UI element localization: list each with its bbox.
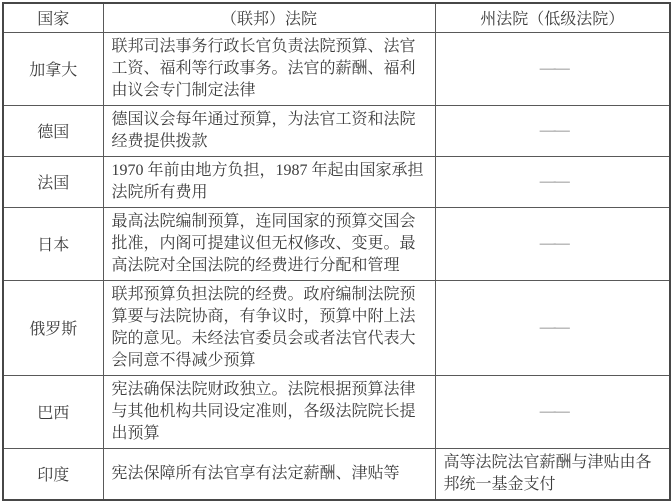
country-cell: 巴西 [3, 375, 103, 448]
table-row-france [3, 156, 670, 207]
federal-court-cell: 宪法保障所有法官享有法定薪酬、津贴等 [103, 448, 435, 500]
table-row-germany [3, 105, 670, 156]
court-funding-table [2, 2, 671, 501]
federal-court-cell: 宪法确保法院财政独立。法院根据预算法律与其他机构共同设定准则，各级法院院长提出预算 [103, 375, 435, 448]
country-cell: 德国 [3, 105, 103, 156]
state-court-cell: —— [435, 105, 670, 156]
table-row-india [3, 448, 670, 500]
country-cell: 法国 [3, 156, 103, 207]
federal-court-cell: 联邦司法事务行政长官负责法院预算、法官工资、福利等行政事务。法官的薪酬、福利由议会专门制定法律 [103, 32, 435, 105]
state-court-cell: —— [435, 207, 670, 280]
country-cell: 俄罗斯 [3, 280, 103, 375]
federal-court-cell: 联邦预算负担法院的经费。政府编制法院预算要与法院协商，有争议时，预算中附上法院的意见。未经法官委员会或者法官代表大会同意不得减少预算 [103, 280, 435, 375]
header-state-court: 州法院（低级法院） [435, 3, 670, 32]
federal-court-cell: 最高法院编制预算，连同国家的预算交国会批准，内阁可提建议但无权修改、变更。最高法院对全国法院的经费进行分配和管理 [103, 207, 435, 280]
state-court-cell: —— [435, 32, 670, 105]
state-court-cell: —— [435, 280, 670, 375]
table-row-russia [3, 280, 670, 375]
state-court-cell: —— [435, 375, 670, 448]
country-cell: 印度 [3, 448, 103, 500]
table-row-canada [3, 32, 670, 105]
header-country: 国家 [3, 3, 103, 32]
table-row-japan [3, 207, 670, 280]
table-row-brazil [3, 375, 670, 448]
state-court-cell: 高等法院法官薪酬与津贴由各邦统一基金支付 [435, 448, 670, 500]
country-cell: 加拿大 [3, 32, 103, 105]
header-federal-court: （联邦）法院 [103, 3, 435, 32]
federal-court-cell: 德国议会每年通过预算，为法官工资和法院经费提供拨款 [103, 105, 435, 156]
header-row [3, 3, 670, 32]
country-cell: 日本 [3, 207, 103, 280]
federal-court-cell: 1970 年前由地方负担，1987 年起由国家承担法院所有费用 [103, 156, 435, 207]
state-court-cell: —— [435, 156, 670, 207]
